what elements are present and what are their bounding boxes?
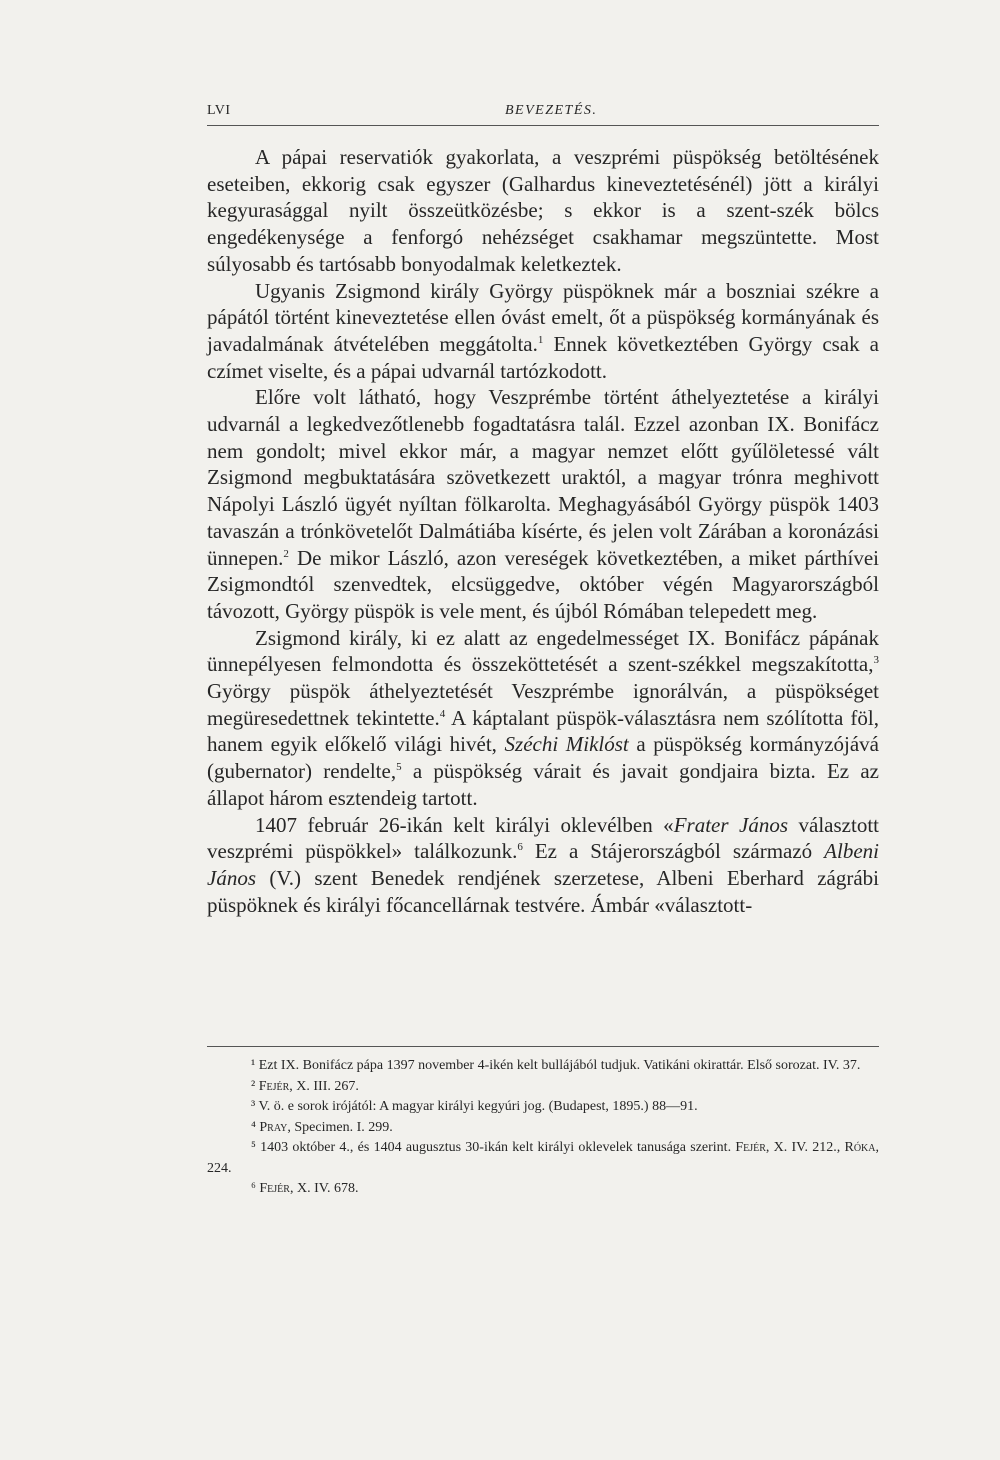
footnote-4-mark: ⁴ bbox=[251, 1119, 256, 1135]
page-number: LVI bbox=[207, 103, 231, 118]
paragraph-5-text-d: (V.) szent Benedek rendjének szerzetese, Albeni Eberhard zágrábi püspöknek és királyi főcancellárnak testvére. Ámbár «választott- bbox=[207, 865, 879, 917]
footnote-ref-4: 4 bbox=[439, 707, 446, 720]
paragraph-5-text-b: választott veszprémi püspökkel» találkozunk. bbox=[207, 812, 879, 864]
footnote-ref-3: 3 bbox=[873, 654, 879, 667]
body-text bbox=[207, 144, 879, 918]
footnote-4-text: , Specimen. I. 299. bbox=[287, 1119, 393, 1135]
footnote-ref-1: 1 bbox=[537, 333, 544, 346]
paragraph-4-text-a: Zsigmond király, ki ez alatt az engedelmességet IX. Bonifácz pápának ünnepélyesen felmondotta és összeköttetését a szent-székkel megszakította, bbox=[207, 625, 879, 677]
footnote-ref-5: 5 bbox=[396, 761, 402, 774]
paragraph-4-text-b: György püspök áthelyeztetését Veszprémbe ignorálván, a püspökséget megüresedettnek tekintette. bbox=[207, 679, 879, 730]
footnote-divider bbox=[207, 1046, 879, 1047]
paragraph-2 bbox=[207, 278, 879, 385]
paragraph-1: A pápai reservatiók gyakorlata, a veszprémi püspökség betöltésének eseteiben, ekkorig csak egyszer (Galhardus kineveztetésénél) jött a királyi kegyurasággal nyilt összeütközésbe; s ekkor is a szent-szék bölcs engedékenysége a fenforgó nehézséget csakhamar megszüntette. Most súlyosabb és tartósabb bonyodalmak keletkeztek. bbox=[207, 145, 879, 276]
paragraph-5-text-a: 1407 február 26-ikán kelt királyi oklevélben « bbox=[255, 812, 674, 837]
paragraph-2-text-a: Ugyanis Zsigmond király György püspöknek már a boszniai székre a pápától történt kineveztetése ellen óvást emelt, őt a püspökség kormányának és javadalmának átvételében meggátolta. bbox=[207, 278, 879, 356]
paragraph-3-text-b: De mikor László, azon vereségek következtében, a miket párthívei Zsigmondtól szenvedtek, elcsüggedve, október végén Magyarországból távozott, György püspök is vele ment, és újból Rómában telepedett meg. bbox=[207, 545, 879, 623]
italic-quote-frater: Frater János bbox=[673, 812, 789, 837]
footnote-2-author: Fejér bbox=[258, 1078, 290, 1094]
paragraph-4-text-c: A káptalant püspök-választásra nem szólította föl, hanem egyik előkelő világi hivét, bbox=[207, 705, 879, 757]
footnote-2-text: , X. III. 267. bbox=[289, 1078, 359, 1094]
paragraph-5 bbox=[207, 812, 879, 919]
footnote-1: ¹ Ezt IX. Bonifácz pápa 1397 november 4-ikén kelt bullájából tudjuk. Vatikáni okirattár. Első sorozat. IV. 37. bbox=[251, 1058, 861, 1073]
footnote-5-text-a: ⁵ 1403 október 4., és 1404 augusztus 30-ikán kelt királyi oklevelek tanusága szerint. bbox=[251, 1140, 736, 1155]
paragraph-4 bbox=[207, 625, 879, 812]
footnotes bbox=[207, 1056, 879, 1200]
italic-name-szechi: Széchi Miklóst bbox=[504, 732, 629, 757]
footnote-6-author: Fejér bbox=[259, 1181, 290, 1196]
running-title: BEVEZETÉS. bbox=[505, 103, 598, 118]
footnote-2-mark: ² bbox=[251, 1078, 256, 1094]
footnote-5-author-1: Fejér bbox=[735, 1140, 766, 1155]
footnote-ref-6: 6 bbox=[517, 841, 523, 854]
footnote-6-text: , X. IV. 678. bbox=[289, 1181, 359, 1196]
footnote-3: ³ V. ö. e sorok irójától: A magyar királyi kegyúri jog. (Budapest, 1895.) 88—91. bbox=[251, 1099, 698, 1114]
italic-name-albeni: Albeni János bbox=[207, 839, 879, 890]
paragraph-3 bbox=[207, 384, 879, 624]
paragraph-5-text-c: Ez a Stájerországból származó bbox=[522, 839, 825, 864]
paragraph-2-text-b: Ennek következtében György csak a czímet viselte, és a pápai udvarnál tartózkodott. bbox=[207, 331, 880, 383]
footnote-5 bbox=[207, 1138, 879, 1179]
paragraph-3-text-a: Előre volt látható, hogy Veszprémbe történt áthelyeztetése a királyi udvarnál a legkedvezőtlenebb fogadtatásra talál. Ezzel azonban IX. Bonifácz nem gondolt; mivel ekkor már, a magyar nemzet előtt gyűlöletessé vált Zsigmond megbuktatására szövetkezett uraktól, a magyar trónra meghivott Nápolyi László ügyét nyíltan fölkarolta. Meghagyásából György püspök 1403 tavaszán a trónkövetelőt Dalmátiába kísérte, és jelen volt Zárában a koronázási ünnepen. bbox=[207, 385, 879, 570]
footnote-4 bbox=[207, 1118, 879, 1139]
footnote-5-text-c: , 224. bbox=[207, 1140, 880, 1176]
footnote-4-author: Pray bbox=[259, 1119, 288, 1135]
footnote-5-author-2: Róka bbox=[844, 1140, 876, 1155]
footnote-2 bbox=[207, 1077, 879, 1098]
footnote-5-text-b: , X. IV. 212., bbox=[765, 1140, 845, 1155]
paragraph-4-text-d: a püspökség kormányzójává (gubernator) rendelte, bbox=[207, 732, 879, 784]
footnote-6 bbox=[207, 1179, 879, 1200]
page-header bbox=[207, 101, 879, 126]
footnote-ref-2: 2 bbox=[283, 547, 289, 560]
paragraph-4-text-e: a püspökség várait és javait gondjaira bizta. Ez az állapot három esztendeig tartott. bbox=[207, 759, 879, 810]
footnote-6-mark: ⁶ bbox=[251, 1181, 256, 1196]
